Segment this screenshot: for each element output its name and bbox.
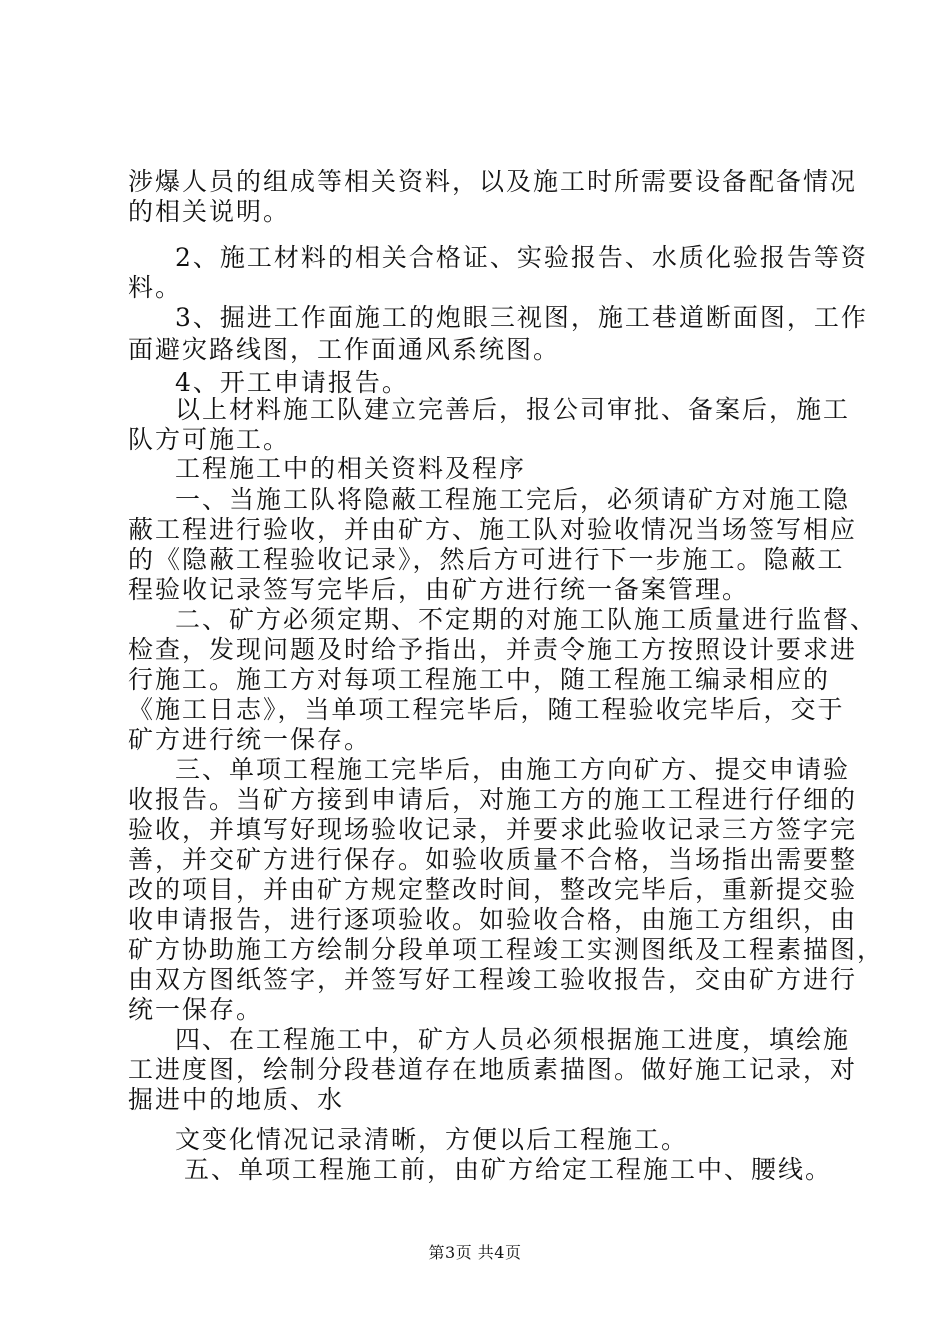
text-line: 收申请报告，进行逐项验收。如验收合格，由施工方组织，由 bbox=[128, 905, 858, 934]
text-line: 的相关说明。 bbox=[128, 197, 291, 226]
text-line: 面避灾路线图，工作面通风系统图。 bbox=[128, 335, 561, 364]
text-line: 二、矿方必须定期、不定期的对施工队施工质量进行监督、 bbox=[175, 605, 878, 634]
text-line: 矿方协助施工方绘制分段单项工程竣工实测图纸及工程素描图， bbox=[128, 935, 885, 964]
text-line: 行施工。施工方对每项工程施工中，随工程施工编录相应的 bbox=[128, 665, 831, 694]
text-line: 一、当施工队将隐蔽工程施工完后，必须请矿方对施工隐 bbox=[175, 485, 851, 514]
text-line: 工进度图，绘制分段巷道存在地质素描图。做好施工记录，对 bbox=[128, 1055, 858, 1084]
text-line: 涉爆人员的组成等相关资料，以及施工时所需要设备配备情况 bbox=[128, 167, 858, 196]
text-line: 统一保存。 bbox=[128, 995, 264, 1024]
text-line: 3、掘进工作面施工的炮眼三视图，施工巷道断面图，工作 bbox=[175, 303, 868, 332]
text-line: 料。 bbox=[128, 273, 183, 302]
text-line: 改的项目，并由矿方规定整改时间，整改完毕后，重新提交验 bbox=[128, 875, 858, 904]
text-line: 的《隐蔽工程验收记录》，然后方可进行下一步施工。隐蔽工 bbox=[128, 545, 845, 574]
text-line: 善，并交矿方进行保存。如验收质量不合格，当场指出需要整 bbox=[128, 845, 858, 874]
page-footer: 第3页 共4页 bbox=[428, 1243, 522, 1262]
text-line: 收报告。当矿方接到申请后，对施工方的施工工程进行仔细的 bbox=[128, 785, 858, 814]
text-line: 工程施工中的相关资料及程序 bbox=[175, 454, 527, 483]
text-line: 文变化情况记录清晰，方便以后工程施工。 bbox=[175, 1125, 689, 1154]
text-line: 三、单项工程施工完毕后，由施工方向矿方、提交申请验 bbox=[175, 755, 851, 784]
text-line: 4、开工申请报告。 bbox=[175, 368, 409, 397]
text-line: 验收，并填写好现场验收记录，并要求此验收记录三方签字完 bbox=[128, 815, 858, 844]
text-line: 掘进中的地质、水 bbox=[128, 1085, 345, 1114]
text-line: 四、在工程施工中，矿方人员必须根据施工进度，填绘施 bbox=[175, 1025, 851, 1054]
text-line: 由双方图纸签字，并签写好工程竣工验收报告，交由矿方进行 bbox=[128, 965, 858, 994]
text-line: 以上材料施工队建立完善后，报公司审批、备案后，施工 bbox=[175, 395, 851, 424]
text-line: 《施工日志》，当单项工程完毕后，随工程验收完毕后，交于 bbox=[128, 695, 845, 724]
text-line: 队方可施工。 bbox=[128, 425, 291, 454]
text-line: 检查，发现问题及时给予指出，并责令施工方按照设计要求进 bbox=[128, 635, 858, 664]
text-line: 矿方进行统一保存。 bbox=[128, 725, 372, 754]
text-line: 2、施工材料的相关合格证、实验报告、水质化验报告等资 bbox=[175, 243, 868, 272]
text-line: 程验收记录签写完毕后，由矿方进行统一备案管理。 bbox=[128, 575, 750, 604]
text-line: 五、单项工程施工前，由矿方给定工程施工中、腰线。 bbox=[184, 1155, 833, 1184]
text-line: 蔽工程进行验收，并由矿方、施工队对验收情况当场签写相应 bbox=[128, 515, 858, 544]
